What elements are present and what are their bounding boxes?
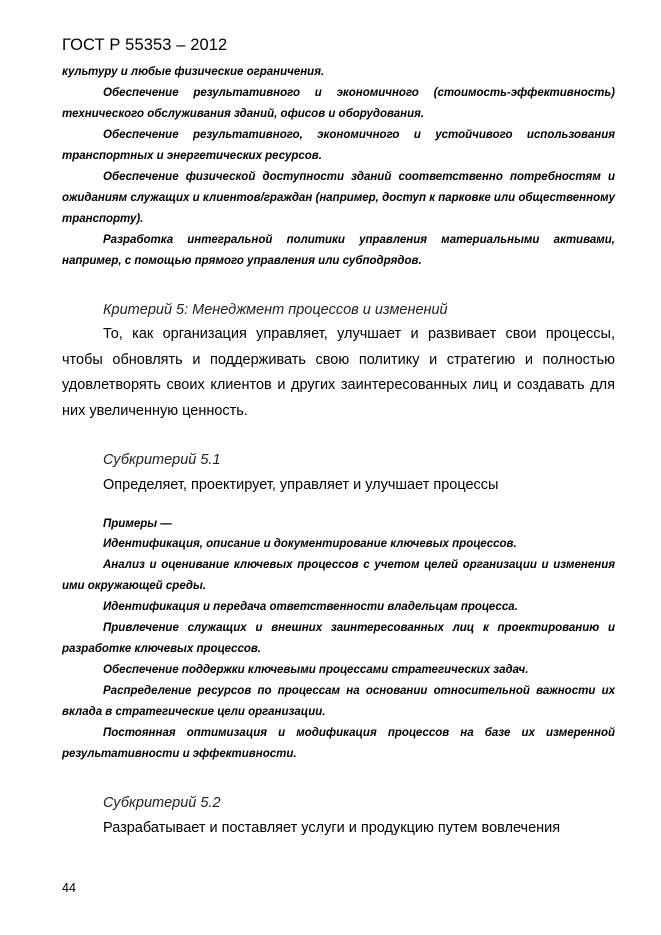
subcriterion-5-1-section: [62, 450, 615, 495]
criterion-5-heading: Критерий 5: Менеджмент процессов и изменений: [103, 302, 448, 318]
criterion-5-text: То, как организация управляет, улучшает и развивает свои процессы, чтобы обновлять и поддерживать свою политику и стратегию и полностью удовлетворять своих клиентов и других заинтересованных лиц и создавать для них увеличенную ценность.: [62, 326, 615, 419]
example-item: Анализ и оценивание ключевых процессов с учетом целей организации и изменения ими окружающей среды.: [62, 559, 615, 592]
example-item: культуру и любые физические ограничения.: [62, 66, 325, 78]
examples-continuation: [62, 62, 615, 272]
example-item: Идентификация и передача ответственности владельцам процесса.: [103, 601, 518, 613]
example-item: Обеспечение результативного, экономичного и устойчивого использования транспортных и энергетических ресурсов.: [62, 129, 615, 162]
document-header: ГОСТ Р 55353 – 2012: [62, 36, 228, 54]
examples-label: Примеры —: [103, 518, 172, 530]
subcriterion-5-1-heading: Субкритерий 5.1: [103, 452, 221, 468]
example-item: Постоянная оптимизация и модификация процессов на базе их измеренной результативности и эффективности.: [62, 727, 615, 760]
subcriterion-5-2-text: Разрабатывает и поставляет услуги и продукцию путем вовлечения: [103, 820, 561, 836]
subcriterion-5-2-heading: Субкритерий 5.2: [103, 795, 221, 811]
example-item: Разработка интегральной политики управления материальными активами, например, с помощью прямого управления или субподрядов.: [62, 234, 615, 267]
page-number: 44: [62, 881, 76, 895]
example-item: Идентификация, описание и документирование ключевых процессов.: [103, 538, 517, 550]
example-item: Обеспечение физической доступности зданий соответственно потребностям и ожиданиям служащих и клиентов/граждан (например, доступ к парковке или общественному транспорту).: [62, 171, 615, 225]
subcriterion-5-2-section: [62, 793, 615, 842]
example-item: Обеспечение поддержки ключевыми процессами стратегических задач.: [103, 664, 529, 676]
criterion-5-section: [62, 300, 615, 424]
subcriterion-5-1-text: Определяет, проектирует, управляет и улучшает процессы: [103, 477, 499, 493]
subcriterion-5-1-examples: [62, 514, 615, 765]
example-item: Распределение ресурсов по процессам на основании относительной важности их вклада в стратегические цели организации.: [62, 685, 615, 718]
example-item: Привлечение служащих и внешних заинтересованных лиц к проектированию и разработке ключевых процессов.: [62, 622, 615, 655]
example-item: Обеспечение результативного и экономичного (стоимость-эффективность) технического обслуживания зданий, офисов и оборудования.: [62, 87, 615, 120]
